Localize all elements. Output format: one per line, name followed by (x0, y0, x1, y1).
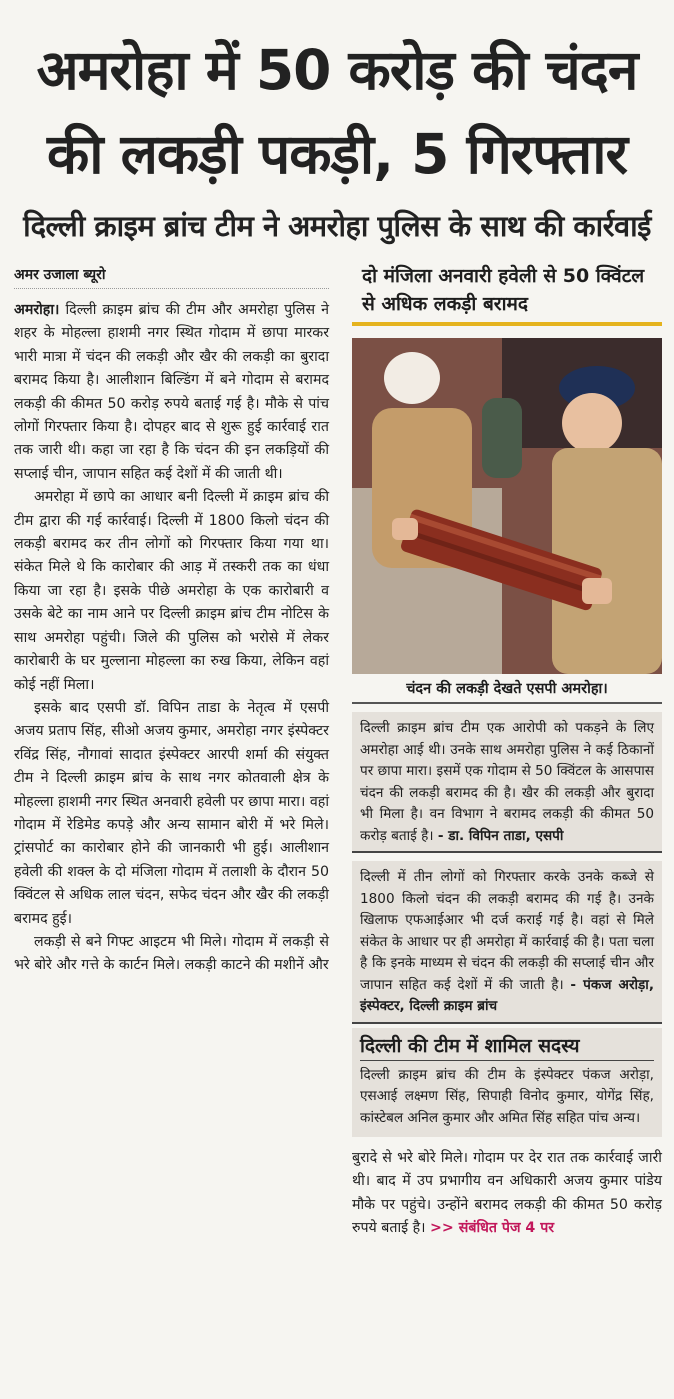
quote-1-text: दिल्ली क्राइम ब्रांच टीम एक आरोपी को पकड़ने के लिए अमरोहा आई थी। उनके साथ अमरोहा पुलिस ने कई ठिकानों पर छापा मारा। इसमें एक गोदाम से 50 क्विंटल के आसपास चंदन की लकड़ी बरामद की है। खैर की लकड़ी और बुरादा भी मिला है। वन विभाग ने बरामद लकड़ी की कीमत 50 करोड़ बताई है। (360, 720, 654, 844)
photo-heading: दो मंजिला अनवारी हवेली से 50 क्विंटल से अधिक लकड़ी बरामद (352, 262, 662, 326)
quote-text (360, 867, 654, 1018)
quote-text (360, 718, 654, 847)
paragraph-2 (14, 486, 329, 697)
paragraph-1 (14, 299, 329, 486)
continued-paragraph (352, 1147, 662, 1241)
team-members-box (352, 1028, 662, 1138)
continued-page-ref[interactable]: >> संबंधित पेज 4 पर (430, 1220, 555, 1237)
subheadline: दिल्ली क्राइम ब्रांच टीम ने अमरोहा पुलिस के साथ की कार्रवाई (23, 209, 651, 243)
byline: अमर उजाला ब्यूरो (14, 264, 329, 289)
news-photo (352, 338, 662, 674)
headline-line-2: की लकड़ी पकड़ी, 5 गिरफ्तार (46, 122, 628, 186)
quote-1-attribution: - डा. विपिन ताडा, एसपी (437, 827, 564, 844)
paragraph-4 (14, 931, 329, 978)
paragraph-3-text: इसके बाद एसपी डॉ. विपिन ताडा के नेतृत्व में एसपी अजय प्रताप सिंह, सीओ अजय कुमार, अमरोहा नगर इंस्पेक्टर रविंद्र सिंह, नौगावां सादात इंस्पेक्टर आरपी शर्मा की संयुक्त टीम ने दिल्ली क्राइम ब्रांच के साथ नगर कोतवाली क्षेत्र के मोहल्ला हाशमी नगर स्थित अनवारी हवेली पर छापा मारा। वहां गोदाम में रेडिमेड कपड़े और अन्य सामान बोरी में भरे मिले। ट्रांसपोर्ट का कारोबार होने की जानकारी भी हुई। आलीशान हवेली की शक्ल के दो मंजिला गोदाम में तलाशी के दौरान 50 क्विंटल से अधिक लाल चंदन, सफेद चंदन और खैर की लकड़ी बरामद हुई। (14, 699, 329, 927)
continued-text: बुरादे से भरे बोरे मिले। गोदाम पर देर रात तक कार्रवाई जारी थी। बाद में उप प्रभागीय वन अधिकारी अजय कुमार पांडेय मौके पर पहुंचे। उन्होंने बरामद लकड़ी की कीमत 50 करोड़ रुपये बताई है। (352, 1150, 662, 1237)
paragraph-4-text: लकड़ी से बने गिफ्ट आइटम भी मिले। गोदाम में लकड़ी से भरे बोरे और गत्ते के कार्टन मिले। लकड़ी काटने की मशीनें और (14, 933, 329, 974)
quote-2-text: दिल्ली में तीन लोगों को गिरफ्तार करके उनके कब्जे से 1800 किलो चंदन की लकड़ी बरामद की गई है। उनके खिलाफ एफआईआर भी दर्ज कराई गई है। वहां से मिले संकेत के आधार पर ही अमरोहा में कार्रवाई की है। पता चला है कि इनके माध्यम से चंदन की लकड़ी की सप्लाई चीन और जापान सहित कई देशों में की जाती है। (360, 869, 654, 993)
photo-illustration (352, 338, 662, 674)
dateline: अमरोहा। (14, 302, 60, 318)
quote-2-attribution: - पंकज अरोड़ा, इंस्पेक्टर, दिल्ली क्राइम ब्रांच (360, 976, 654, 1014)
team-members-heading: दिल्ली की टीम में शामिल सदस्य (360, 1032, 654, 1061)
quote-box-sp (352, 712, 662, 853)
paragraph-2-text: अमरोहा में छापे का आधार बनी दिल्ली में क्राइम ब्रांच की टीम द्वारा की गई कार्रवाई। दिल्ली में 1800 किलो चंदन की लकड़ी बरामद कर तीन लोगों को गिरफ्तार किया गया था। संकेत मिले थे कि कारोबार की आड़ में तस्करी तक का धंधा किया जा रहा है। इसके पीछे अमरोहा के एक कारोबारी व उसके बेटे का नाम आने पर दिल्ली क्राइम ब्रांच टीम नोटिस के साथ अमरोहा पहुंची। जिले की पुलिस को भरोसे में लेकर कारोबारी के घर मुल्लाना मोहल्ला का रुख किया, लेकिन वहां कोई नहीं मिला। (14, 489, 329, 693)
paragraph-1-text: दिल्ली क्राइम ब्रांच की टीम और अमरोहा पुलिस ने शहर के मोहल्ला हाशमी नगर स्थित गोदाम में छापा मारकर भारी मात्रा में चंदन की लकड़ी और खैर की लकड़ी का बुरादा बरामद किया है। आलीशान बिल्डिंग में बने गोदाम से बरामद लकड़ी की कीमत 50 करोड़ रुपये बताई गई है। मौके से पांच लोगों गिरफ्तार किया है। दोपहर बाद से शुरू हुई कार्रवाई रात तक जारी थी। कहा जा रहा है कि चंदन की इन लकड़ियों की सप्लाई चीन, जापान सहित कई देशों में की जाती थी। (14, 302, 330, 482)
article-body-column (14, 264, 329, 978)
photo-caption: चंदन की लकड़ी देखते एसपी अमरोहा। (352, 676, 662, 704)
paragraph-3 (14, 697, 329, 931)
quote-box-inspector (352, 861, 662, 1024)
sidebar-column (352, 262, 662, 1241)
team-members-text: दिल्ली क्राइम ब्रांच की टीम के इंस्पेक्टर पंकज अरोड़ा, एसआई लक्ष्मण सिंह, सिपाही विनोद कुमार, योगेंद्र सिंह, कांस्टेबल अनिल कुमार और अमित सिंह सहित पांच अन्य। (360, 1066, 654, 1126)
headline-line-1: अमरोहा में 50 करोड़ की चंदन (36, 38, 638, 102)
